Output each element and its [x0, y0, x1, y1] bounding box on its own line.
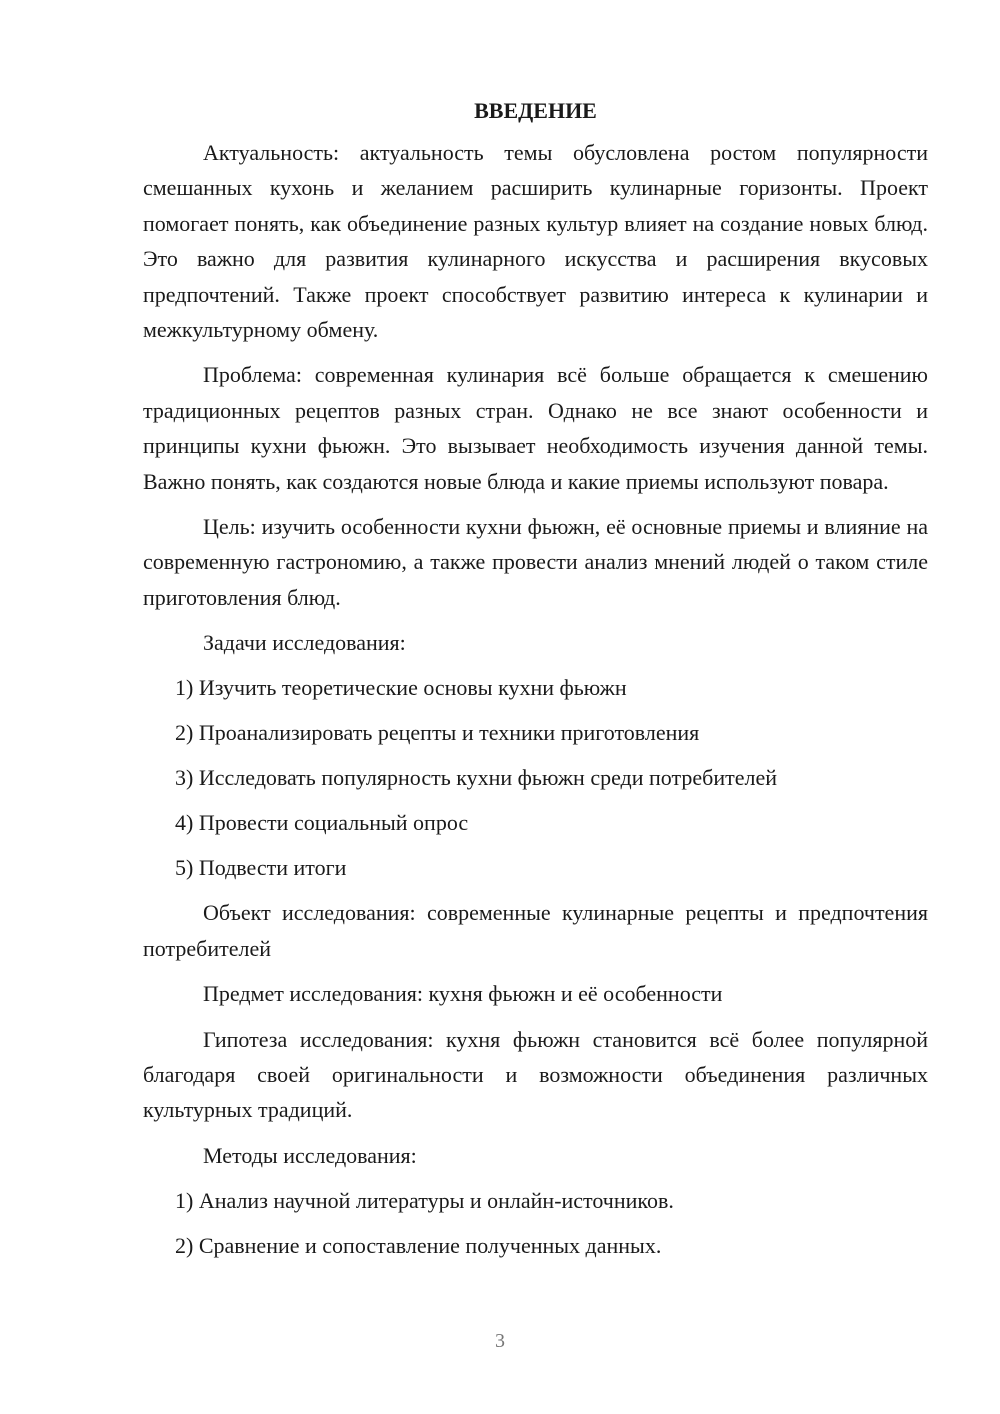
task-item: 2) Проанализировать рецепты и техники приготовления: [175, 720, 700, 746]
methods-heading: Методы исследования:: [203, 1142, 417, 1168]
subject-paragraph: Предмет исследования: кухня фьюжн и её особенности: [203, 981, 723, 1007]
task-item: 1) Изучить теоретические основы кухни фьюжн: [175, 675, 627, 701]
tasks-heading: Задачи исследования:: [203, 630, 406, 656]
task-item: 4) Провести социальный опрос: [175, 810, 469, 836]
task-item: 3) Исследовать популярность кухни фьюжн среди потребителей: [175, 765, 778, 791]
methods-list: [143, 1183, 928, 1263]
relevance-paragraph: Актуальность: актуальность темы обусловлена ростом популярности смешанных кухонь и желанием расширить кулинарные горизонты. Проект помогает понять, как объединение разных культур влияет на создание новых блюд. Это важно для развития кулинарного искусства и расширения вкусовых предпочтений. Также проект способствует развитию интереса к кулинарии и межкультурному обмену.: [143, 140, 928, 343]
method-item: 1) Анализ научной литературы и онлайн-источников.: [175, 1187, 674, 1213]
problem-paragraph: Проблема: современная кулинария всё больше обращается к смешению традиционных рецептов разных стран. Однако не все знают особенности и принципы кухни фьюжн. Это вызывает необходимость изучения данной темы. Важно понять, как создаются новые блюда и какие приемы используют повара.: [143, 362, 928, 494]
hypothesis-paragraph: Гипотеза исследования: кухня фьюжн становится всё более популярной благодаря своей оригинальности и возможности объединения различных культурных традиций.: [143, 1026, 928, 1123]
goal-paragraph: Цель: изучить особенности кухни фьюжн, её основные приемы и влияние на современную гастрономию, а также провести анализ мнений людей о таком стиле приготовления блюд.: [143, 514, 928, 610]
object-paragraph: Объект исследования: современные кулинарные рецепты и предпочтения потребителей: [143, 900, 928, 961]
method-item: 2) Сравнение и сопоставление полученных данных.: [175, 1232, 662, 1258]
tasks-list: [143, 670, 928, 885]
task-item: 5) Подвести итоги: [175, 855, 347, 881]
section-title: ВВЕДЕНИЕ: [474, 98, 597, 123]
page-number: 3: [495, 1330, 505, 1352]
page-content: [143, 93, 928, 1273]
